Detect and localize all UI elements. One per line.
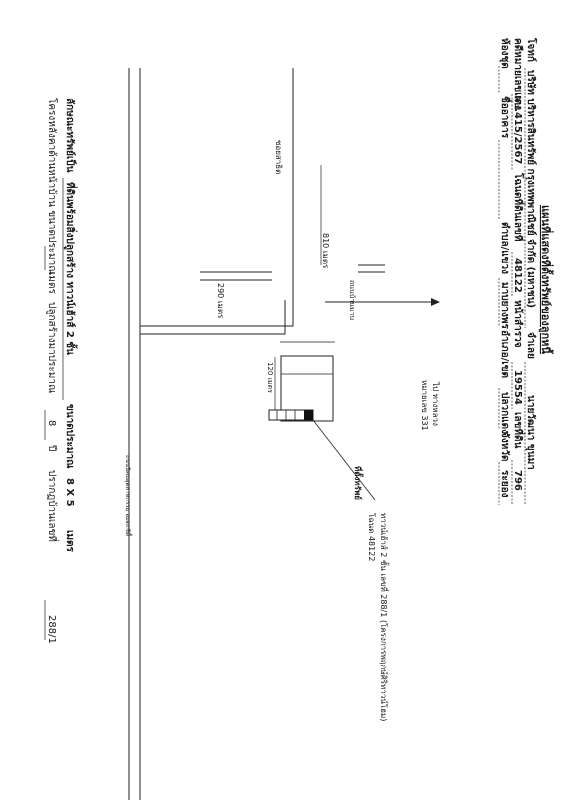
land-number: 796 [512, 470, 523, 491]
province-label: จังหวัด [499, 432, 510, 462]
property-detail: ทาวน์เฮ้าส์ 2 ชั้น เลขที่ 288/1 (โครงการพฤกษ์ศิริทาวน์โฮม) [379, 513, 388, 722]
map-area [124, 68, 440, 800]
built-year-unit: ปี [46, 445, 57, 452]
highway-arrow-head [431, 298, 440, 306]
property-deed: โฉนด 48122 [367, 513, 376, 562]
province-value: ระยอง [499, 470, 510, 498]
subdistrict-label: ตำบล/แขวง [499, 222, 510, 275]
size-unit: เมตร [64, 530, 75, 552]
highway-label: หมายเลข 331 [420, 380, 429, 431]
direction-label: ไป ทางหลวง [431, 382, 440, 426]
plaintiff-value: บริษัท บริหารสินทรัพย์ กรุงเทพพาณิชย์ จำกัด (มหาชน) [525, 70, 536, 309]
land-no-label: เลขที่ดิน [512, 412, 523, 449]
built-label: ปลูกสร้างมาประมาณ [46, 302, 57, 394]
soi-road-lower [140, 300, 285, 334]
main-road-label: ถนนนิคมอุตสาหกรรม อมตะซิตี้ [124, 455, 131, 536]
survey-number: 19554 [512, 370, 523, 405]
soi-label: ซอยสาธิต [274, 140, 283, 175]
deed-label: โฉนดที่ดินเลขที่ [512, 173, 523, 242]
dist-810: 810 เมตร [321, 233, 330, 269]
rotated-sheet [45, 37, 554, 800]
roof-unit: เมตร [46, 272, 57, 294]
case-label: คดีหมายเลขแดง [512, 38, 523, 111]
district-value: ปลวกแดง [499, 392, 510, 434]
header-row-2 [512, 38, 526, 505]
building-label: ชื่ออาคาร [499, 96, 510, 139]
map-title: แผนที่แสดงที่ตั้งทรัพย์ของลูกหนี้ [539, 205, 552, 354]
roof-label: โครงหลังคาด้านหน้าบ้าน ขนาดประมาณ [46, 98, 57, 275]
district-label: อำเภอ/เขต [499, 330, 510, 379]
property-heading: ที่ตั้งทรัพย์ [353, 466, 362, 500]
target-townhouse [304, 410, 313, 420]
deed-number: 48122 [512, 258, 523, 293]
header-row-3 [499, 38, 513, 505]
property-type-label: ลักษณะทรัพย์เป็น [64, 98, 75, 173]
size-value: 8 X 5 [64, 478, 75, 507]
size-label: ขนาดประมาณ [64, 404, 75, 469]
survey-label: หน้าสำรวจ [512, 300, 523, 348]
property-type-value: ที่ดินพร้อมสิ่งปลูกสร้าง ทาวน์เฮ้าส์ 2 ชั้น [64, 182, 75, 355]
built-years: 8 [46, 420, 57, 427]
dist-120: 120 เมตร [266, 362, 274, 393]
defendant-label: จำเลย [525, 332, 536, 359]
case-number: ผบ.415/2567 [512, 96, 523, 165]
defendant-value: นายวัฒนา ขุนมา [525, 395, 536, 470]
road-a-label: ถนนบ้านมาบ [348, 280, 356, 320]
dist-290: 290 เมตร [216, 283, 225, 319]
footer [45, 98, 78, 644]
subdistrict-value: มาบยางพร [499, 282, 510, 329]
plaintiff-label: โจทก์ [525, 38, 536, 62]
header-row-1 [525, 37, 538, 505]
house-no-label: ปรากฏบ้านเลขที่ [46, 470, 57, 542]
property-leader [313, 420, 375, 500]
house-no-value: 288/1 [46, 615, 57, 644]
room-label: ห้องชุด [499, 38, 510, 69]
